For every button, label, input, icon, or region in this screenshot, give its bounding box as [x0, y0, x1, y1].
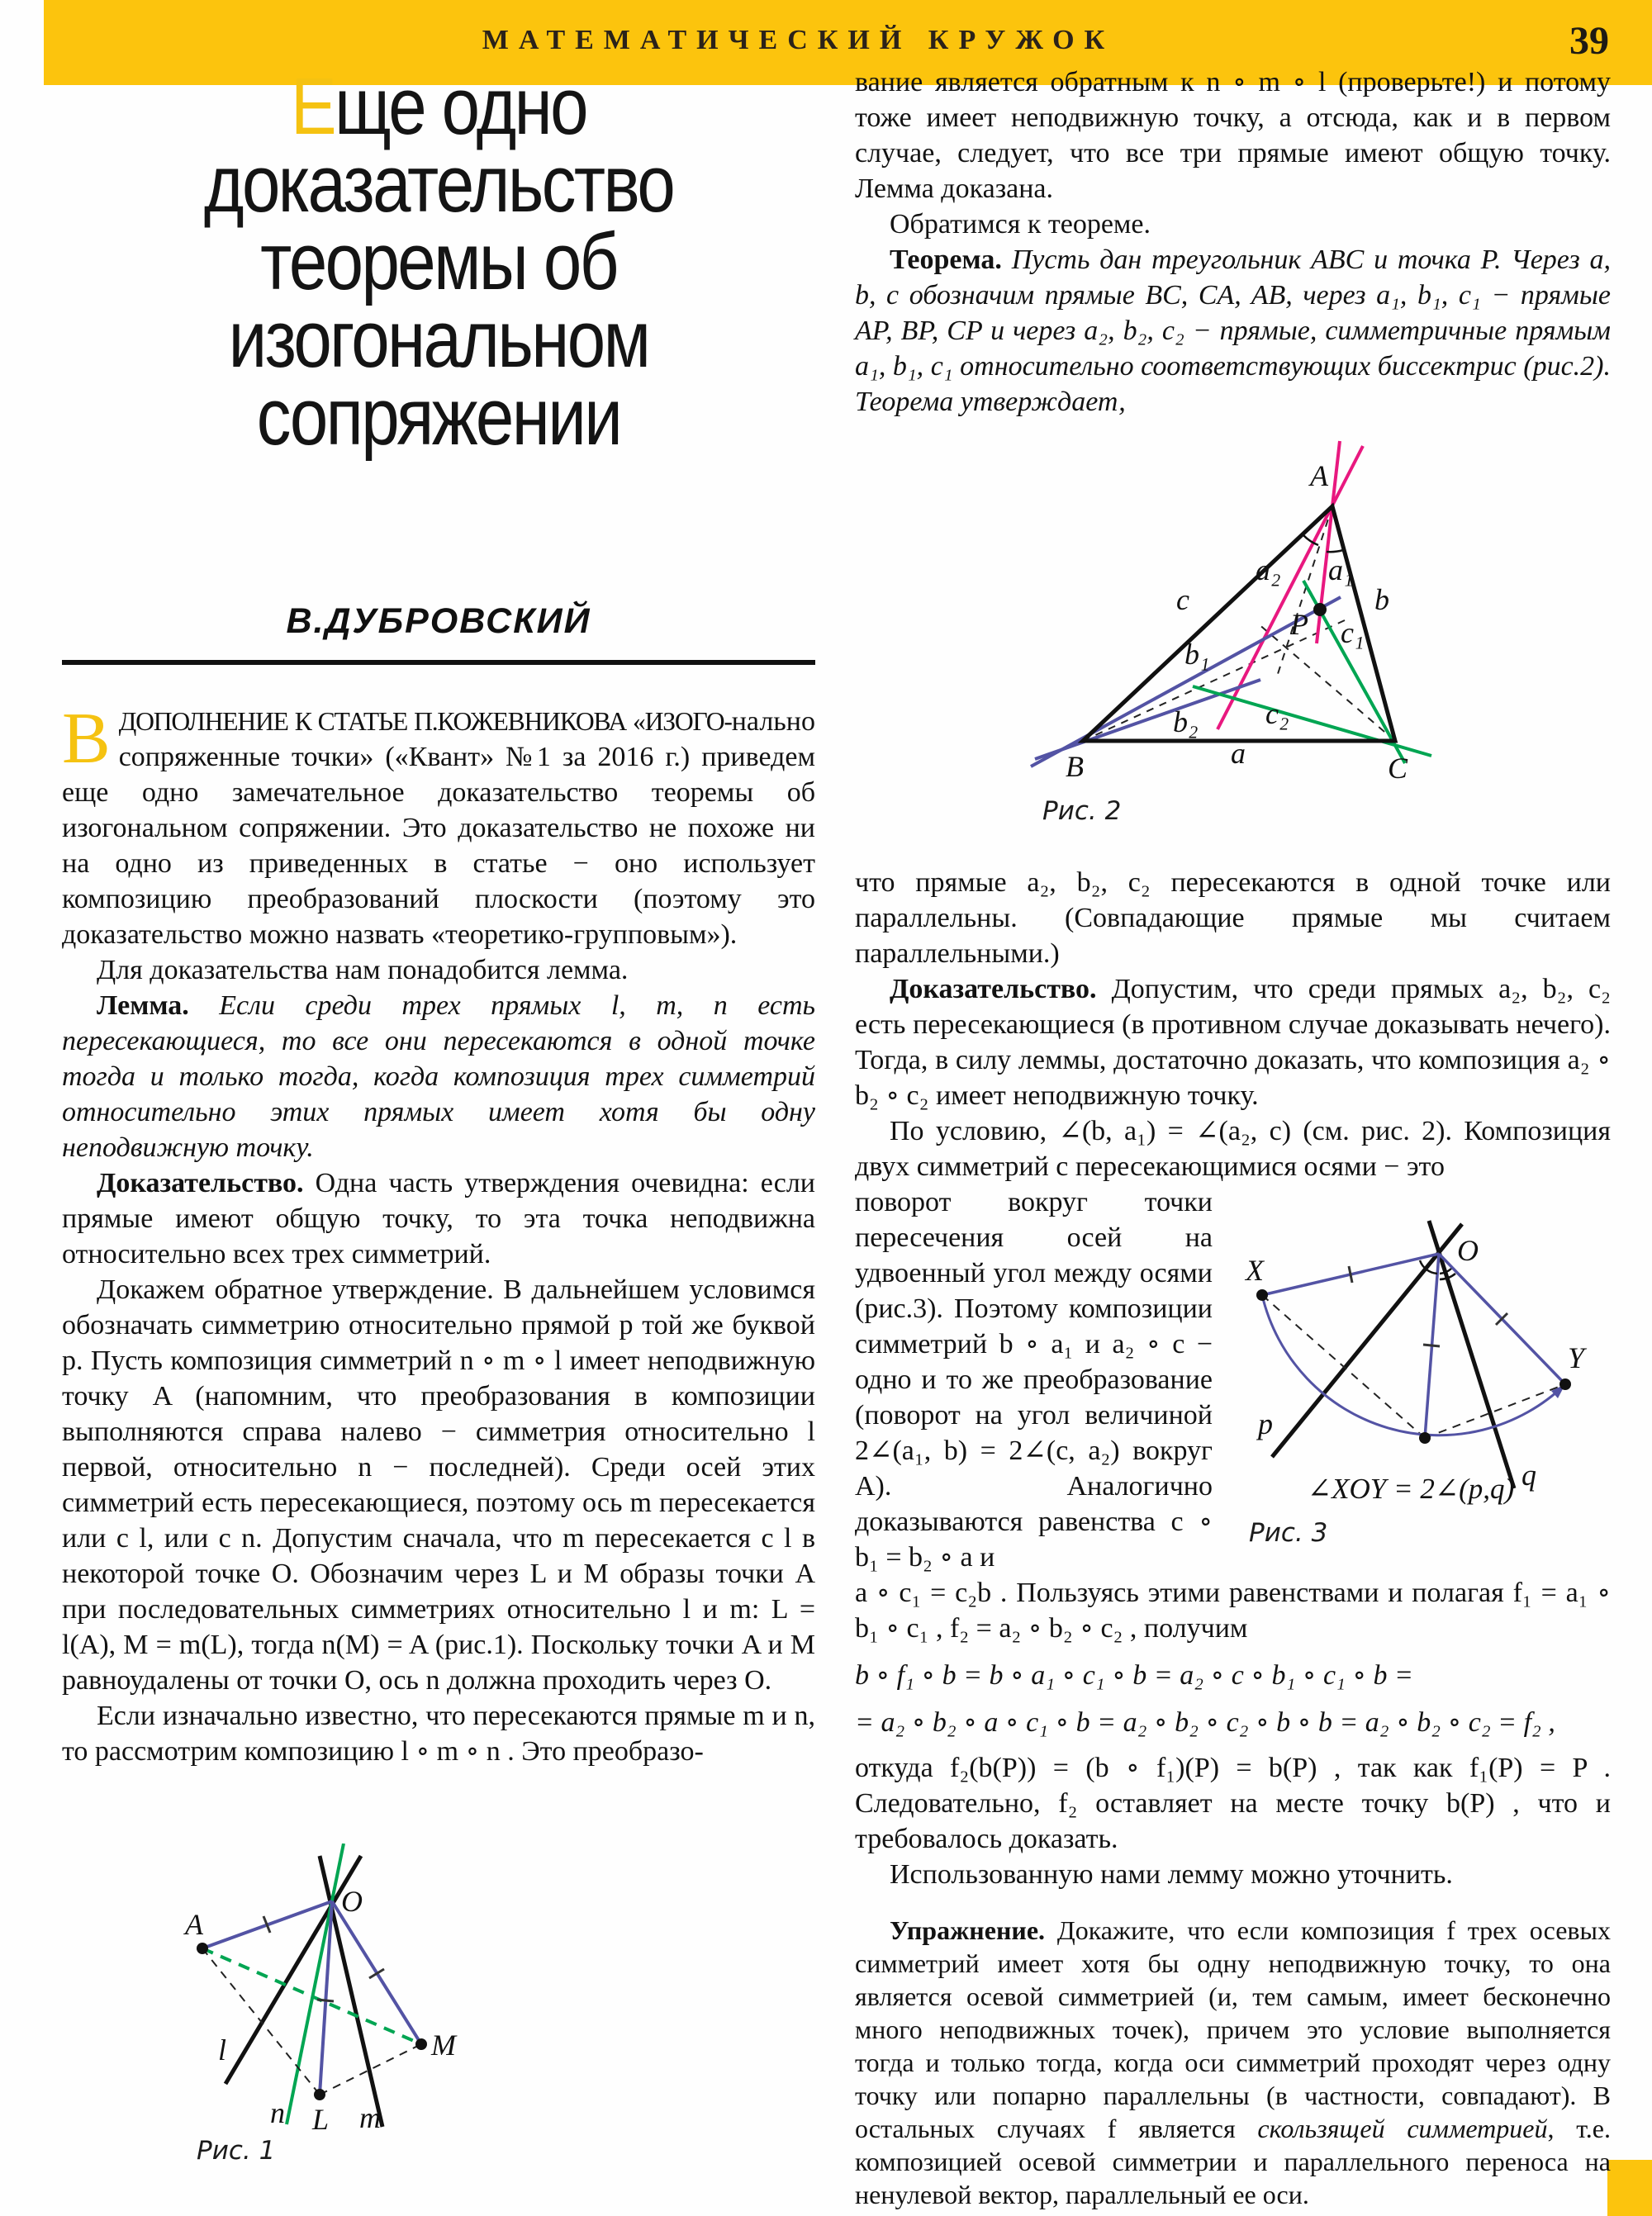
- section-title: МАТЕМАТИЧЕСКИЙ КРУЖОК: [482, 25, 1115, 55]
- label-O: O: [1457, 1234, 1479, 1267]
- dashed-X-mid: [1262, 1295, 1425, 1438]
- dashed-AM: [202, 1948, 421, 2044]
- title-line-5: сопряжении: [256, 372, 621, 462]
- title-rule: [62, 660, 815, 665]
- equation-line-1: b ∘ f₁ ∘ b = b ∘ a₁ ∘ c₁ ∘ b = a₂ ∘ c ∘ b₁ ∘ c₁ ∘ b =: [855, 1660, 1413, 1691]
- label-a: a: [1231, 737, 1246, 770]
- author: В.ДУБРОВСКИЙ: [286, 601, 591, 641]
- figure-2-caption: Рис. 2: [1042, 796, 1122, 826]
- label-B: B: [1066, 750, 1084, 783]
- point-A: [197, 1943, 208, 1954]
- paragraph-intro: ВДОПОЛНЕНИЕ К СТАТЬЕ П.КОЖЕВНИКОВА «ИЗОГО-нально сопряженные точки» («Квант» №1 за 2016 г.) приведем еще одно замечательное доказательство теоремы об изогональном сопряжении. Это доказательство не похоже ни на одно из приведенных в статье − оно использует композицию преобразований плоскости (поэтому это доказательство можно назвать «теоретико-групповым»).: [62, 699, 815, 950]
- label-b: b: [1374, 583, 1389, 616]
- label-O: O: [341, 1885, 363, 1918]
- label-Y: Y: [1568, 1341, 1585, 1374]
- figure-1-diagram: [99, 1844, 727, 2190]
- left-column: [62, 699, 815, 1769]
- paragraph-rotation: поворот вокруг точки пересечения осей на удвоенный угол между осями (рис.3). Поэтому композиции симметрий b ∘ a₁ и a₂ ∘ c − одно и то же преобразование (поворот на угол величиной 2∠(a₁, b) = 2∠(c, a₂) вокруг A). Аналогично доказываются равенства c ∘ b₁ = b₂ ∘ a и: [855, 1187, 1213, 1573]
- dashed-AL: [202, 1948, 320, 2095]
- paragraph-need-lemma: Для доказательства нам понадобится лемма.: [97, 955, 629, 985]
- label-X: X: [1246, 1254, 1264, 1287]
- line-c2: [1193, 686, 1431, 756]
- label-c: c: [1176, 583, 1189, 616]
- label-c2: c₂: [1265, 697, 1289, 730]
- paragraph-lemma: Лемма. Если среди трех прямых l, m, n есть пересекающиеся, то все они пересекаются в одной точке тогда и только тогда, когда композиция трех симметрий относительно этих прямых имеет хотя бы одну неподвижную точку.: [62, 990, 815, 1163]
- label-q: q: [1521, 1459, 1536, 1492]
- page-number: 39: [1569, 19, 1609, 63]
- paragraph-proof-2: Доказательство. Допустим, что среди прямых a₂, b₂, c₂ есть пересекающиеся (в противном случае доказывать нечего). Тогда, в силу леммы, достаточно доказать, что композиция a₂ ∘ b₂ ∘ c₂ имеет неподвижную точку.: [855, 974, 1611, 1111]
- paragraph-theorem-claim: что прямые a₂, b₂, c₂ пересекаются в одной точке или параллельны. (Совпадающие прямые мы считаем параллельными.): [855, 867, 1611, 969]
- paragraph-condition: По условию, ∠(b, a₁) = ∠(a₂, c) (см. рис. 2). Композиция двух симметрий с пересекающимися осями − это: [855, 1116, 1611, 1182]
- line-n: [287, 1844, 344, 2124]
- figure-2-diagram: [990, 431, 1634, 828]
- point-M: [415, 2038, 427, 2050]
- label-b2: b₂: [1173, 705, 1199, 738]
- point-Y: [1559, 1378, 1571, 1390]
- article-title: [115, 61, 762, 462]
- label-L: L: [312, 2103, 330, 2136]
- label-A: A: [1310, 459, 1328, 492]
- corner-yellow-mark: [1607, 2160, 1652, 2216]
- title-line-3: теоремы об: [260, 216, 617, 306]
- paragraph-refine-lemma: Использованную нами лемму можно уточнить.: [890, 1859, 1453, 1890]
- paragraph-case2: Если изначально известно, что пересекаются прямые m и n, то рассмотрим композицию l ∘ m ∘ n . Это преобразо-: [62, 1701, 815, 1767]
- label-n: n: [270, 2096, 285, 2129]
- title-drop-letter: Е: [291, 61, 335, 151]
- figure-1: [99, 1844, 727, 2190]
- point-mid: [1419, 1432, 1431, 1444]
- paragraph-converse: Докажем обратное утверждение. В дальнейшем условимся обозначать симметрию относительно прямой p той же буквой p. Пусть композиция симметрий n ∘ m ∘ l имеет неподвижную точку A (напомним, что преобразования в композиции выполняются справа налево − симметрия относительно l первой, относительно n − последней). Среди осей этих симметрий есть пересекающиеся, поэтому ось m пересекается или с l, или с n. Допустим сначала, что m пересекается с l в некоторой точке O. Обозначим через L и M образы точки A при последовательных симметриях относительно l и m: L = l(A), M = m(L), тогда n(M) = A (рис.1). Поскольку точки A и M равноудалены от точки O, ось n должна проходить через O.: [62, 1274, 815, 1696]
- paragraph-conclusion: откуда f₂(b(P)) = (b ∘ f₁)(P) = b(P) , так как f₁(P) = P . Следовательно, f₂ оставляет на месте точку b(P) , что и требовалось доказать.: [855, 1753, 1611, 1854]
- equation-line-2: = a₂ ∘ b₂ ∘ a ∘ c₁ ∘ b = a₂ ∘ b₂ ∘ c₂ ∘ b ∘ b = a₂ ∘ b₂ ∘ c₂ = f₂ ,: [855, 1707, 1555, 1738]
- figure-1-caption: Рис. 1: [197, 2136, 276, 2166]
- label-l: l: [218, 2033, 227, 2067]
- paragraph-theorem: Теорема. Пусть дан треугольник ABC и точка P. Через a, b, c обозначим прямые BC, CA, AB, через a₁, b₁, c₁ − прямые AP, BP, CP и через a₂, b₂, c₂ − прямые, симметричные прямым a₁, b₁, c₁ относительно соответствующих биссектрис (рис.2). Теорема утверждает,: [855, 244, 1611, 417]
- tick-O-mid: [1423, 1345, 1440, 1346]
- label-P: P: [1290, 608, 1308, 641]
- label-C: C: [1388, 752, 1408, 785]
- label-M: M: [431, 2029, 456, 2062]
- tick-OL: [317, 2000, 334, 2001]
- label-a2: a₂: [1256, 553, 1281, 586]
- paragraph-using-equalities: a ∘ c₁ = c₂b . Пользуясь этими равенствами и полагая f₁ = a₁ ∘ b₁ ∘ c₁ , f₂ = a₂ ∘ b₂ ∘ c₂ , получим: [855, 1578, 1611, 1644]
- paragraph-exercise: Упражнение. Докажите, что если композиция f трех осевых симметрий имеет хотя бы одну неподвижную точку, то она является осевой симметрией (и, тем самым, имеет бесконечно много неподвижных точек), причем это условие выполняется тогда и только тогда, когда оси симметрий проходят через одну точку или попарно параллельны (в частности, совпадают). В остальных случаях f является скользящей симметрией, т.е. композицией осевой симметрии и параллельного переноса на ненулевой вектор, параллельный ее оси.: [855, 1915, 1611, 2209]
- label-p: p: [1258, 1407, 1273, 1440]
- paragraph-proof: Доказательство. Одна часть утверждения очевидна: если прямые имеют общую точку, то эта точка неподвижна относительно всех трех симметрий.: [62, 1168, 815, 1269]
- right-column: [855, 64, 1611, 2211]
- tick-OX: [1349, 1266, 1352, 1283]
- figure-3-formula: ∠XOY = 2∠(p,q): [1307, 1473, 1515, 1505]
- title-line-2: доказательство: [203, 139, 674, 229]
- point-L: [314, 2089, 325, 2100]
- label-m: m: [359, 2101, 381, 2134]
- angle-arc-right: [1327, 550, 1343, 552]
- dropcap: В: [62, 699, 111, 779]
- figure-3-caption: Рис. 3: [1249, 1518, 1328, 1548]
- label-a1: a₁: [1328, 553, 1354, 586]
- figure-3: [1224, 1198, 1611, 1570]
- figure-3-diagram: [1224, 1198, 1611, 1561]
- line-b2: [1035, 680, 1260, 759]
- point-P: [1313, 603, 1327, 616]
- figure-2: [990, 431, 1611, 837]
- title-line-4: изогональном: [228, 294, 649, 384]
- paragraph-lemma-end: вание является обратным к n ∘ m ∘ l (проверьте!) и потому тоже имеет неподвижную точку, а отсюда, как и в первом случае, следует, что все три прямые имеют общую точку. Лемма доказана.: [855, 67, 1611, 204]
- paragraph-turn-to-theorem: Обратимся к теореме.: [890, 209, 1151, 240]
- point-X: [1256, 1289, 1268, 1301]
- label-b1: b₁: [1184, 638, 1210, 671]
- label-A: A: [185, 1908, 203, 1941]
- title-line-1: Еще одно: [291, 61, 586, 151]
- label-c1: c₁: [1341, 616, 1365, 649]
- wrap-block: [855, 1184, 1611, 1575]
